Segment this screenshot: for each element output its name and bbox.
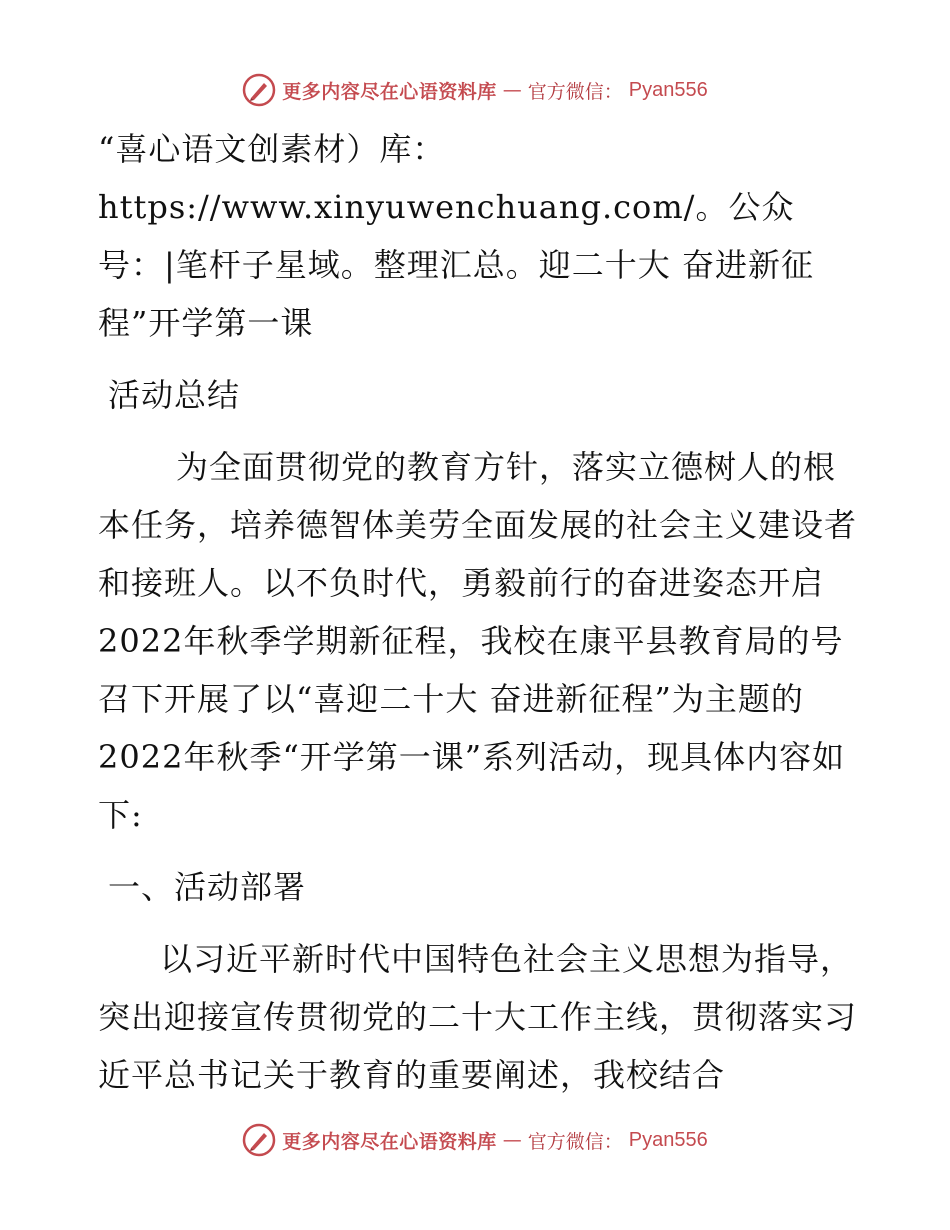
paragraph-1: 为全面贯彻党的教育方针，落实立德树人的根本任务，培养德智体美劳全面发展的社会主义建设者和接班人。以不负时代，勇毅前行的奋进姿态开启2022年秋季学期新征程，我校在康平县教育局的号召下开展了以“喜迎二十大 奋进新征程”为主题的2022年秋季“开学第一课”系列活动，现具体内容如下: xyxy=(98,448,858,834)
watermark-official-label: 官方微信： xyxy=(527,1130,623,1153)
watermark-footer xyxy=(0,1120,950,1160)
document-body xyxy=(98,120,858,1104)
paragraph-2: 以习近平新时代中国特色社会主义思想为指导，突出迎接宣传贯彻党的二十大工作主线，贯彻落实习近平总书记关于教育的重要阐述，我校结合 xyxy=(98,940,858,1094)
section-heading: 一、活动部署 xyxy=(108,868,307,906)
watermark-dash: — xyxy=(502,1129,522,1151)
watermark-dash: — xyxy=(502,79,522,101)
watermark-slogan: 更多内容尽在心语资料库 xyxy=(282,80,497,103)
pen-logo-icon xyxy=(242,73,276,107)
watermark-wechat-id: Pyan556 xyxy=(628,78,708,101)
title-heading: 活动总结 xyxy=(108,376,241,414)
watermark-slogan: 更多内容尽在心语资料库 xyxy=(282,1130,497,1153)
watermark-wechat-id: Pyan556 xyxy=(628,1128,708,1151)
intro-text: “喜心语文创素材）库：https://www.xinyuwenchuang.com/。公众号：|笔杆子星域。整理汇总。迎二十大 奋进新征程”开学第一课 xyxy=(98,130,814,342)
watermark-official-label: 官方微信： xyxy=(527,80,623,103)
pen-logo-icon xyxy=(242,1123,276,1157)
watermark-header xyxy=(0,70,950,110)
